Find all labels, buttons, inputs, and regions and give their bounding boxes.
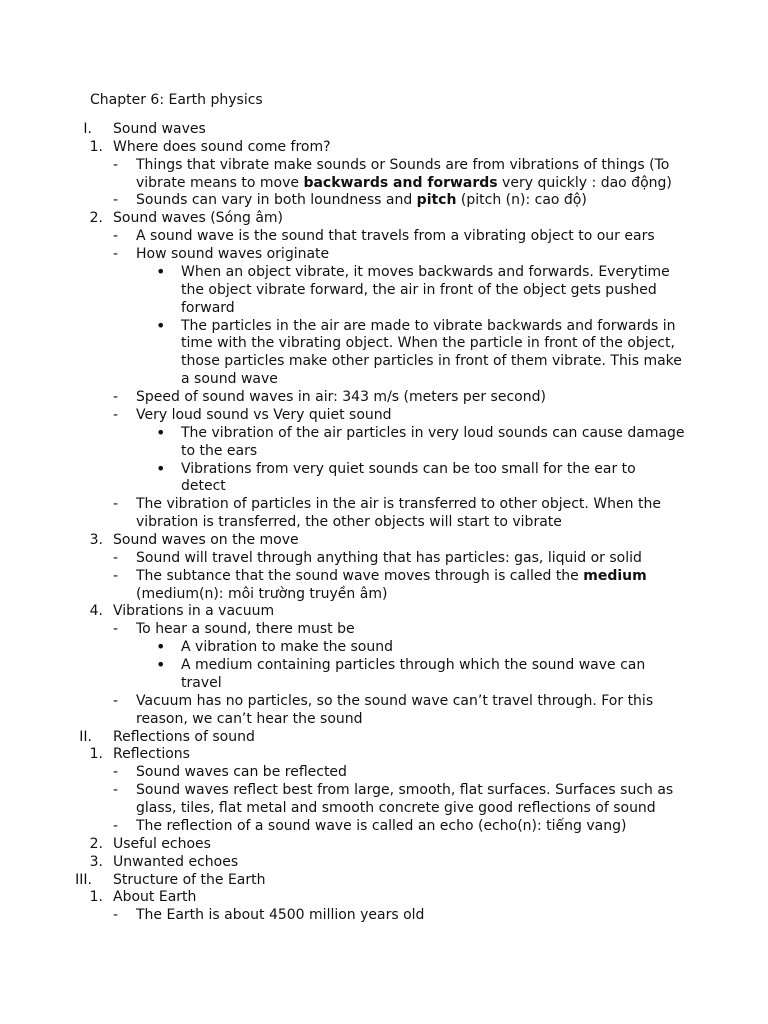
text-line (113, 835, 211, 853)
text-run: Sound waves (113, 121, 206, 137)
bullet-marker: • (156, 316, 166, 335)
text-run: Sound waves on the move (113, 532, 299, 548)
text-run: Vacuum has no particles, so the sound wave can’t travel through. For this (136, 693, 654, 709)
bold-term: pitch (416, 192, 457, 208)
text-line (113, 853, 238, 871)
text-run: very quickly : dao động) (497, 175, 672, 191)
dash-marker: - (113, 389, 119, 405)
text-run: reason, we can’t hear the sound (136, 711, 363, 727)
text-run: forward (181, 300, 235, 316)
text-line (136, 620, 355, 638)
text-line (136, 567, 647, 585)
text-line (136, 799, 656, 817)
text-run: Things that vibrate make sounds or Sounds are from vibrations of things (To (136, 157, 670, 173)
text-run: To hear a sound, there must be (136, 621, 355, 637)
text-run: Where does sound come from? (113, 139, 331, 155)
num-marker: 1. (89, 746, 103, 762)
text-run: Speed of sound waves in air: 343 m/s (meters per second) (136, 389, 546, 405)
text-line (113, 728, 255, 746)
bullet-marker: • (156, 423, 166, 442)
num-marker: 2. (89, 836, 103, 852)
num-marker: 2. (89, 210, 103, 226)
text-run: Useful echoes (113, 836, 211, 852)
dash-marker: - (113, 407, 119, 423)
text-line (113, 138, 331, 156)
text-line (181, 656, 645, 674)
text-run: those particles make other particles in front of them vibrate. This make (181, 353, 682, 369)
num-marker: 3. (89, 854, 103, 870)
dash-marker: - (113, 782, 119, 798)
num-marker: 1. (89, 889, 103, 905)
text-line (136, 227, 655, 245)
dash-marker: - (113, 621, 119, 637)
dash-marker: - (113, 764, 119, 780)
bullet-marker: • (156, 637, 166, 656)
text-line (136, 388, 546, 406)
text-line (113, 531, 299, 549)
dash-marker: - (113, 496, 119, 512)
text-line (113, 602, 274, 620)
text-run: Vibrations from very quiet sounds can be too small for the ear to (181, 461, 636, 477)
text-run: vibration is transferred, the other objects will start to vibrate (136, 514, 562, 530)
dash-marker: - (113, 907, 119, 923)
text-run: time with the vibrating object. When the particle in front of the object, (181, 335, 675, 351)
text-line (136, 763, 347, 781)
text-run: Sound waves can be reflected (136, 764, 347, 780)
text-run: Vibrations in a vacuum (113, 603, 275, 619)
text-run: How sound waves originate (136, 246, 330, 262)
dash-marker: - (113, 550, 119, 566)
text-line (181, 317, 675, 335)
document-title: Chapter 6: Earth physics (90, 92, 263, 108)
text-run: glass, tiles, flat metal and smooth concrete give good reflections of sound (136, 800, 656, 816)
text-line (113, 120, 206, 138)
dash-marker: - (113, 157, 119, 173)
text-run: A sound wave is the sound that travels from a vibrating object to our ears (136, 228, 655, 244)
dash-marker: - (113, 818, 119, 834)
text-run: The vibration of particles in the air is transferred to other object. When the (136, 496, 661, 512)
text-line (136, 817, 626, 835)
text-line (136, 191, 587, 209)
text-line (181, 299, 235, 317)
text-run: Structure of the Earth (113, 872, 266, 888)
text-line (113, 888, 196, 906)
text-run: Reflections of sound (113, 729, 255, 745)
text-line (181, 370, 278, 388)
text-run: About Earth (113, 889, 197, 905)
text-run: Sound waves (Sóng âm) (113, 210, 284, 226)
text-line (181, 334, 675, 352)
text-line (113, 871, 266, 889)
roman-marker: I. (83, 121, 92, 137)
text-line (136, 495, 661, 513)
text-line (136, 710, 363, 728)
dash-marker: - (113, 693, 119, 709)
text-line (181, 281, 657, 299)
text-line (136, 156, 669, 174)
text-line (181, 442, 257, 460)
bullet-marker: • (156, 459, 166, 478)
text-line (181, 352, 682, 370)
dash-marker: - (113, 246, 119, 262)
roman-marker: III. (75, 872, 92, 888)
text-run: The reflection of a sound wave is called an echo (echo(n): tiếng vang) (136, 818, 627, 834)
text-run: The subtance that the sound wave moves through is called the (136, 568, 584, 584)
text-run: detect (181, 478, 226, 494)
text-run: Unwanted echoes (113, 854, 239, 870)
num-marker: 4. (89, 603, 103, 619)
dash-marker: - (113, 192, 119, 208)
text-line (136, 245, 329, 263)
text-run: travel (181, 675, 222, 691)
text-line (136, 906, 424, 924)
text-run: vibrate means to move (136, 175, 304, 191)
text-run: the object vibrate forward, the air in front of the object gets pushed (181, 282, 657, 298)
text-line (181, 424, 685, 442)
text-run: The Earth is about 4500 million years old (136, 907, 425, 923)
text-run: When an object vibrate, it moves backwards and forwards. Everytime (181, 264, 670, 280)
text-run: to the ears (181, 443, 258, 459)
text-run: Sound will travel through anything that has particles: gas, liquid or solid (136, 550, 642, 566)
text-line (181, 477, 226, 495)
bullet-marker: • (156, 262, 166, 281)
text-line (136, 549, 642, 567)
text-run: The vibration of the air particles in very loud sounds can cause damage (181, 425, 685, 441)
text-run: (medium(n): môi trường truyền âm) (136, 586, 388, 602)
roman-marker: II. (79, 729, 92, 745)
text-line (136, 174, 672, 192)
text-run: a sound wave (181, 371, 278, 387)
text-line (181, 263, 670, 281)
text-line (113, 209, 283, 227)
text-run: The particles in the air are made to vibrate backwards and forwards in (181, 318, 676, 334)
num-marker: 1. (89, 139, 103, 155)
text-line (136, 692, 653, 710)
text-line (136, 781, 673, 799)
text-line (136, 513, 562, 531)
text-run: Very loud sound vs Very quiet sound (136, 407, 392, 423)
text-line (136, 585, 387, 603)
text-run: A medium containing particles through which the sound wave can (181, 657, 646, 673)
text-run: A vibration to make the sound (181, 639, 394, 655)
num-marker: 3. (89, 532, 103, 548)
text-run: (pitch (n): cao độ) (456, 192, 587, 208)
bold-term: backwards and forwards (303, 175, 498, 191)
bold-term: medium (583, 568, 647, 584)
dash-marker: - (113, 568, 119, 584)
text-line (113, 745, 190, 763)
text-line (136, 406, 392, 424)
text-run: Sounds can vary in both loundness and (136, 192, 417, 208)
text-run: Reflections (113, 746, 190, 762)
dash-marker: - (113, 228, 119, 244)
text-run: Sound waves reflect best from large, smooth, flat surfaces. Surfaces such as (136, 782, 674, 798)
text-line (181, 674, 222, 692)
text-line (181, 460, 636, 478)
bullet-marker: • (156, 655, 166, 674)
text-line (181, 638, 393, 656)
